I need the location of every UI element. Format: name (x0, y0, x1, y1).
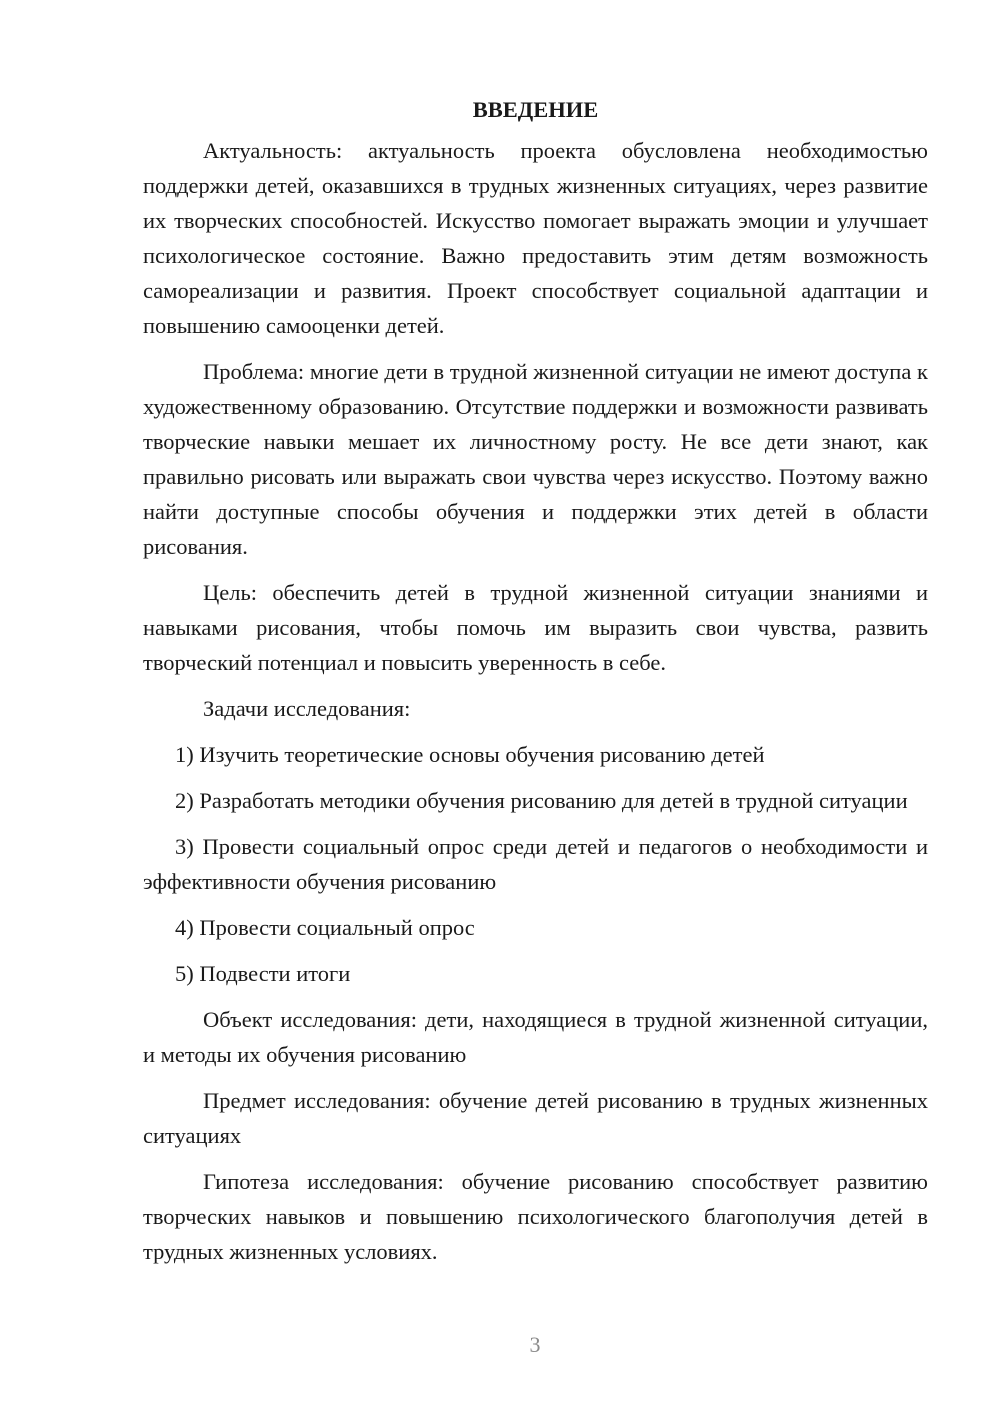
hypothesis-paragraph: Гипотеза исследования: обучение рисованию способствует развитию творческих навыков и повышению психологического благополучия детей в трудных жизненных условиях. (143, 1169, 928, 1264)
subject-paragraph: Предмет исследования: обучение детей рисованию в трудных жизненных ситуациях (143, 1088, 928, 1148)
task-item-1: 1) Изучить теоретические основы обучения рисованию детей (175, 742, 765, 767)
goal-paragraph: Цель: обеспечить детей в трудной жизненной ситуации знаниями и навыками рисования, чтобы помочь им выразить свои чувства, развить творческий потенциал и повысить уверенность в себе. (143, 580, 928, 675)
problem-paragraph: Проблема: многие дети в трудной жизненной ситуации не имеют доступа к художественному образованию. Отсутствие поддержки и возможности развивать творческие навыки мешает их личностному росту. Не все дети знают, как правильно рисовать или выражать свои чувства через искусство. Поэтому важно найти доступные способы обучения и поддержки этих детей в области рисования. (143, 359, 928, 559)
object-paragraph: Объект исследования: дети, находящиеся в трудной жизненной ситуации, и методы их обучения рисованию (143, 1007, 928, 1067)
task-item-5: 5) Подвести итоги (175, 961, 351, 986)
tasks-heading: Задачи исследования: (203, 696, 411, 721)
page-number: 3 (529, 1332, 541, 1357)
relevance-paragraph: Актуальность: актуальность проекта обусловлена необходимостью поддержки детей, оказавшихся в трудных жизненных ситуациях, через развитие их творческих способностей. Искусство помогает выражать эмоции и улучшает психологическое состояние. Важно предоставить этим детям возможность самореализации и развития. Проект способствует социальной адаптации и повышению самооценки детей. (143, 138, 928, 338)
document-page (143, 92, 928, 1280)
task-item-4: 4) Провести социальный опрос (175, 915, 475, 940)
page-title: ВВЕДЕНИЕ (472, 97, 599, 122)
task-item-3: 3) Провести социальный опрос среди детей и педагогов о необходимости и эффективности обучения рисованию (143, 834, 928, 894)
task-item-2: 2) Разработать методики обучения рисованию для детей в трудной ситуации (175, 788, 908, 813)
